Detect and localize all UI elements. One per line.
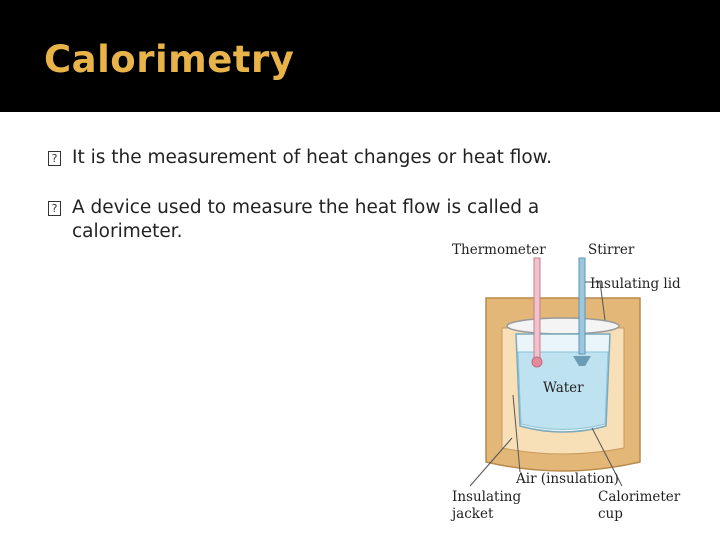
bullet-text: A device used to measure the heat flow is called a calorimeter. xyxy=(72,197,540,242)
bullet-marker-icon: ? xyxy=(48,201,61,216)
thermometer-bulb xyxy=(532,357,542,367)
insulating-lid xyxy=(507,318,619,334)
label-calorimeter-cup-2: cup xyxy=(598,506,623,522)
bullet-text: It is the measurement of heat changes or heat flow. xyxy=(72,147,552,168)
label-insulating-jacket-2: jacket xyxy=(452,506,494,522)
label-water: Water xyxy=(543,380,584,396)
slide-title: Calorimetry xyxy=(44,38,295,81)
label-stirrer: Stirrer xyxy=(588,242,635,258)
bullet-marker-icon: ? xyxy=(48,151,61,166)
label-calorimeter-cup-1: Calorimeter xyxy=(598,489,681,505)
thermometer-icon xyxy=(534,258,540,358)
label-air-insulation: Air (insulation) xyxy=(516,471,619,487)
stirrer-icon xyxy=(579,258,585,354)
label-insulating-lid: Insulating lid xyxy=(590,276,681,292)
label-insulating-jacket-1: Insulating xyxy=(452,489,522,505)
label-thermometer: Thermometer xyxy=(452,242,546,258)
